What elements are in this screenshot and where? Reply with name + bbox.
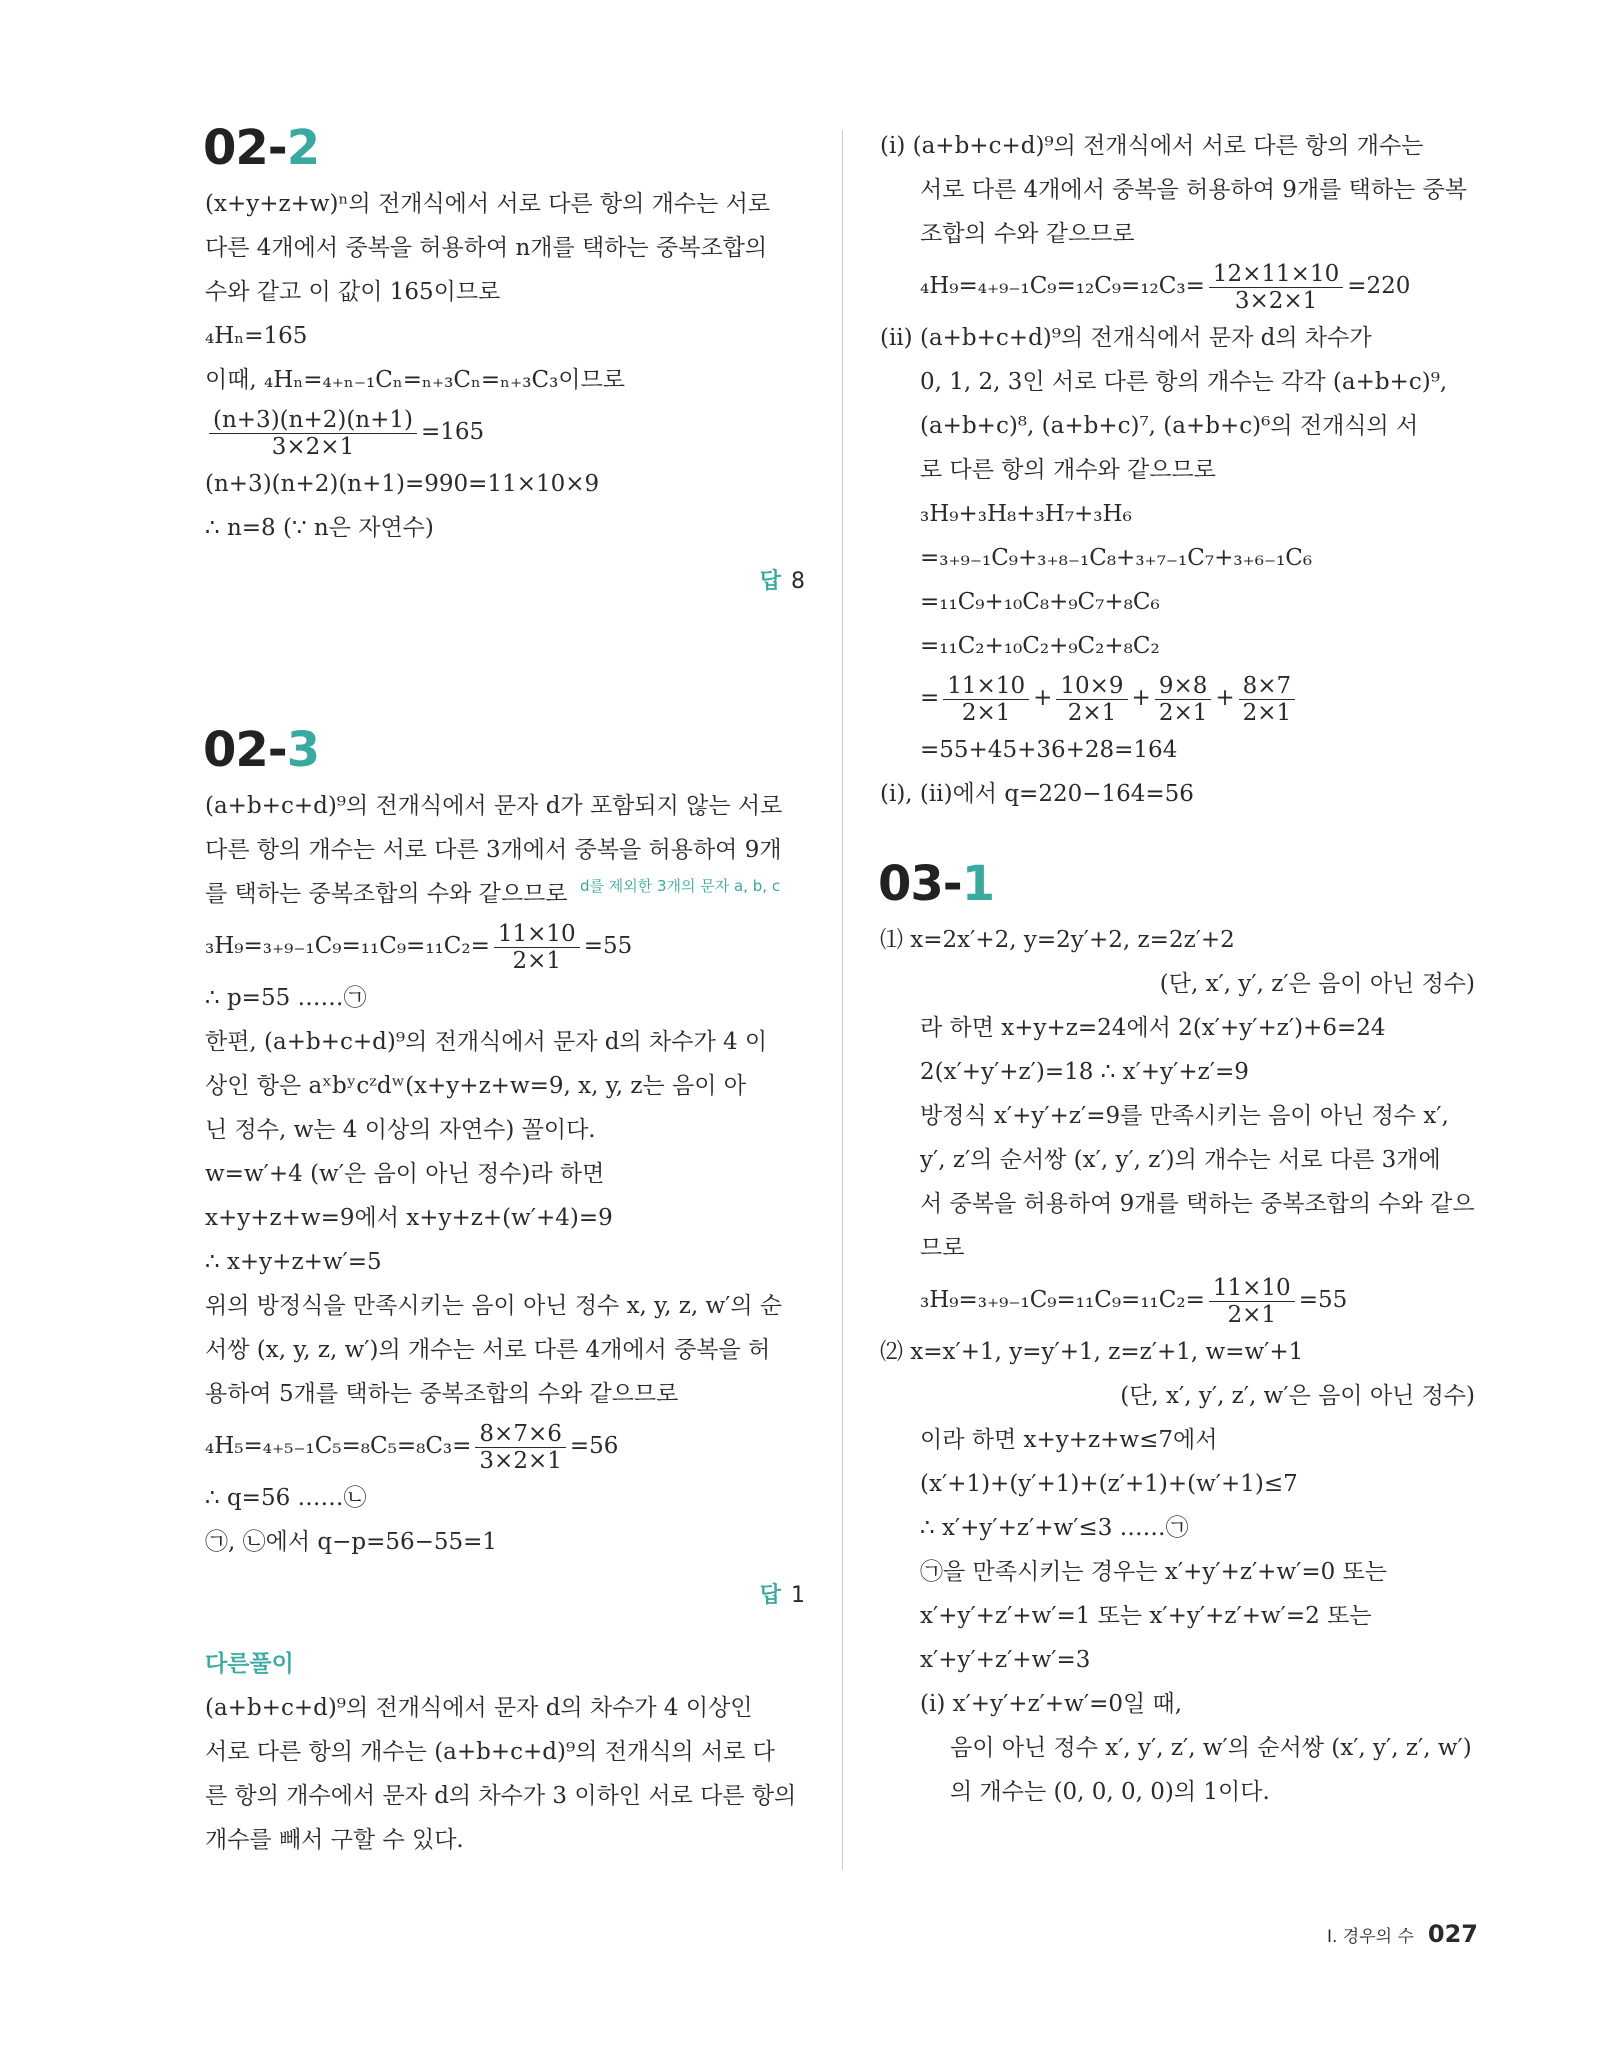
text-line: 다른 4개에서 중복을 허용하여 n개를 택하는 중복조합의 [205, 235, 768, 261]
equation-line: (n+3)(n+2)(n+1)=990=11×10×9 [205, 471, 600, 497]
text-line: 상인 항은 aˣbʸcᶻdʷ(x+y+z+w=9, x, y, z는 음이 아 [205, 1073, 746, 1099]
text-line: 조합의 수와 같으므로 [920, 221, 1135, 247]
text-line: w=w′+4 (w′은 음이 아닌 정수)라 하면 [205, 1161, 605, 1187]
equation-line: x′+y′+z′+w′=1 또는 x′+y′+z′+w′=2 또는 [920, 1603, 1372, 1629]
text-line: 서쌍 (x, y, z, w′)의 개수는 서로 다른 4개에서 중복을 허 [205, 1337, 771, 1363]
equation-line: =₁₁C₉+₁₀C₈+₉C₇+₈C₆ [920, 589, 1160, 615]
equation-line: =₁₁C₂+₁₀C₂+₉C₂+₈C₂ [920, 633, 1160, 659]
fraction-equation: ₄H₉=₄₊₉₋₁C₉=₁₂C₉=₁₂C₃= $\frac{12\times 11\times 10}{3\times 2\times 1}$ =220 [920, 260, 1411, 314]
text-line: 한편, (a+b+c+d)⁹의 전개식에서 문자 d의 차수가 4 이 [205, 1029, 768, 1055]
text-line: 서로 다른 항의 개수는 (a+b+c+d)⁹의 전개식의 서로 다 [205, 1739, 775, 1765]
fraction: $\frac{8\times 7\times 6}{3\times 2\times 1}$ [475, 1421, 565, 1474]
text-line: (a+b+c+d)⁹의 전개식에서 문자 d의 차수가 4 이상인 [205, 1695, 753, 1721]
text-line: 이라 하면 x+y+z+w≤7에서 [920, 1427, 1218, 1453]
text-line: (a+b+c+d)⁹의 전개식에서 문자 d가 포함되지 않는 서로 [205, 793, 783, 819]
equation-line: (x′+1)+(y′+1)+(z′+1)+(w′+1)≤7 [920, 1471, 1298, 1497]
column-divider [842, 130, 843, 1870]
answer: 답 8 [759, 569, 805, 594]
equation-line: =₃₊₉₋₁C₉+₃₊₈₋₁C₈+₃₊₇₋₁C₇+₃₊₆₋₁C₆ [920, 545, 1313, 571]
fraction: $\frac{(n+3)(n+2)(n+1)}{3\times 2\times 1}$ [209, 407, 417, 460]
fraction: $\frac{11\times 10}{2\times 1}$ [494, 921, 580, 974]
fraction: $\frac{11\times 10}{2\times 1}$ [1209, 1275, 1295, 1328]
fraction: $\frac{10\times 9}{2\times 1}$ [1056, 673, 1127, 726]
equation-line: 2(x′+y′+z′)=18 ∴ x′+y′+z′=9 [920, 1059, 1249, 1085]
fraction: $\frac{12\times 11\times 10}{3\times 2\times 1}$ [1209, 261, 1343, 314]
text-line: 음이 아닌 정수 x′, y′, z′, w′의 순서쌍 (x′, y′, z′, w′) [950, 1735, 1472, 1761]
equation-line: =55+45+36+28=164 [920, 737, 1178, 763]
equation-line: ⑴ x=2x′+2, y=2y′+2, z=2z′+2 [880, 927, 1235, 953]
fraction-equation: ₄H₅=₄₊₅₋₁C₅=₈C₅=₈C₃= $\frac{8\times 7\times 6}{3\times 2\times 1}$ =56 [205, 1420, 619, 1474]
condition-line: (단, x′, y′, z′, w′은 음이 아닌 정수) [1120, 1383, 1475, 1409]
condition-line: (단, x′, y′, z′은 음이 아닌 정수) [1159, 971, 1475, 997]
equation-line: ∴ x+y+z+w′=5 [205, 1249, 382, 1275]
fraction-equation: = $\frac{11\times 10}{2\times 1}$ + $\frac{10\times 9}{2\times 1}$ + $\frac{9\times 8}{2\times 1}$ + $\frac{8\times 7}{2\times 1}$ [880, 668, 1475, 728]
text-line: 방정식 x′+y′+z′=9를 만족시키는 음이 아닌 정수 x′, [920, 1103, 1449, 1129]
conclusion-line: (ⅰ), (ⅱ)에서 q=220−164=56 [880, 781, 1194, 807]
fraction: $\frac{8\times 7}{2\times 1}$ [1239, 673, 1296, 726]
text-line: 다른 항의 개수는 서로 다른 3개에서 중복을 허용하여 9개 [205, 837, 782, 863]
equation-line: ∴ x′+y′+z′+w′≤3 ……㉠ [920, 1515, 1189, 1541]
fraction: $\frac{11\times 10}{2\times 1}$ [943, 673, 1029, 726]
equation-line: x+y+z+w=9에서 x+y+z+(w′+4)=9 [205, 1205, 613, 1231]
text-line: 개수를 빼서 구할 수 있다. [205, 1827, 464, 1853]
text-line: 므로 [920, 1235, 965, 1261]
text-line: (x+y+z+w)ⁿ의 전개식에서 서로 다른 항의 개수는 서로 [205, 191, 771, 217]
section-title-02-2: 02-2 [203, 120, 320, 176]
text-line: y′, z′의 순서쌍 (x′, y′, z′)의 개수는 서로 다른 3개에 [920, 1147, 1441, 1173]
text-line: (ⅰ) x′+y′+z′+w′=0일 때, [920, 1691, 1183, 1717]
text-line: 용하여 5개를 택하는 중복조합의 수와 같으므로 [205, 1381, 679, 1407]
equation-line: ㉠, ㉡에서 q−p=56−55=1 [205, 1529, 498, 1555]
text-line: 닌 정수, w는 4 이상의 자연수) 꼴이다. [205, 1117, 596, 1143]
equation-line: ₃H₉+₃H₈+₃H₇+₃H₆ [920, 501, 1132, 527]
fraction-equation: ₃H₉=₃₊₉₋₁C₉=₁₁C₉=₁₁C₂= $\frac{11\times 10}{2\times 1}$ =55 [920, 1274, 1348, 1328]
equation-line: x′+y′+z′+w′=3 [920, 1647, 1091, 1673]
text-line: 로 다른 항의 개수와 같으므로 [920, 457, 1216, 483]
page-footer [1327, 1920, 1478, 1948]
equation-line: ∴ q=56 ……㉡ [205, 1485, 367, 1511]
chapter-label: Ⅰ. 경우의 수 [1326, 1927, 1414, 1947]
text-line: 라 하면 x+y+z=24에서 2(x′+y′+z′)+6=24 [920, 1015, 1386, 1041]
section-title-02-3: 02-3 [203, 722, 320, 778]
text-line: (ⅰ) (a+b+c+d)⁹의 전개식에서 서로 다른 항의 개수는 [880, 133, 1424, 159]
text-line: ㉠을 만족시키는 경우는 x′+y′+z′+w′=0 또는 [920, 1559, 1388, 1585]
fraction-equation: ₃H₉=₃₊₉₋₁C₉=₁₁C₉=₁₁C₂= $\frac{11\times 10}{2\times 1}$ =55 [205, 920, 633, 974]
text-line: 0, 1, 2, 3인 서로 다른 항의 개수는 각각 (a+b+c)⁹, [920, 369, 1448, 395]
alt-solution-title: 다른풀이 [205, 1651, 294, 1677]
text-line: 수와 같고 이 값이 165이므로 [205, 279, 501, 305]
text-line: 의 개수는 (0, 0, 0, 0)의 1이다. [950, 1779, 1270, 1805]
text-line: 위의 방정식을 만족시키는 음이 아닌 정수 x, y, z, w′의 순 [205, 1293, 783, 1319]
equation-line: ∴ p=55 ……㉠ [205, 985, 367, 1011]
equation-line: ∴ n=8 (∵ n은 자연수) [205, 515, 434, 541]
equation-line: ⑵ x=x′+1, y=y′+1, z=z′+1, w=w′+1 [880, 1339, 1304, 1365]
answer: 답 1 [759, 1583, 805, 1608]
text-line: 른 항의 개수에서 문자 d의 차수가 3 이하인 서로 다른 항의 [205, 1783, 797, 1809]
text-line: 서로 다른 4개에서 중복을 허용하여 9개를 택하는 중복 [920, 177, 1468, 203]
left-column [205, 120, 805, 1862]
text-line: 서 중복을 허용하여 9개를 택하는 중복조합의 수와 같으 [920, 1191, 1475, 1217]
fraction: $\frac{9\times 8}{2\times 1}$ [1155, 673, 1212, 726]
equation-line: 이때, ₄Hₙ=₄₊ₙ₋₁Cₙ=ₙ₊₃Cₙ=ₙ₊₃C₃이므로 [205, 367, 625, 393]
text-line: (a+b+c)⁸, (a+b+c)⁷, (a+b+c)⁶의 전개식의 서 [920, 413, 1419, 439]
text-line: (ⅱ) (a+b+c+d)⁹의 전개식에서 문자 d의 차수가 [880, 325, 1372, 351]
page-number: 027 [1427, 1920, 1478, 1948]
right-column [880, 124, 1475, 1814]
fraction-equation: $\frac{(n+3)(n+2)(n+1)}{3\times 2\times 1}$ =165 [205, 402, 805, 462]
text-line: 를 택하는 중복조합의 수와 같으므로 d를 제외한 3개의 문자 a, b, c [205, 872, 805, 916]
equation-line: ₄Hₙ=165 [205, 323, 308, 349]
annotation-note: d를 제외한 3개의 문자 a, b, c [580, 877, 781, 895]
section-title-03-1: 03-1 [878, 856, 995, 912]
